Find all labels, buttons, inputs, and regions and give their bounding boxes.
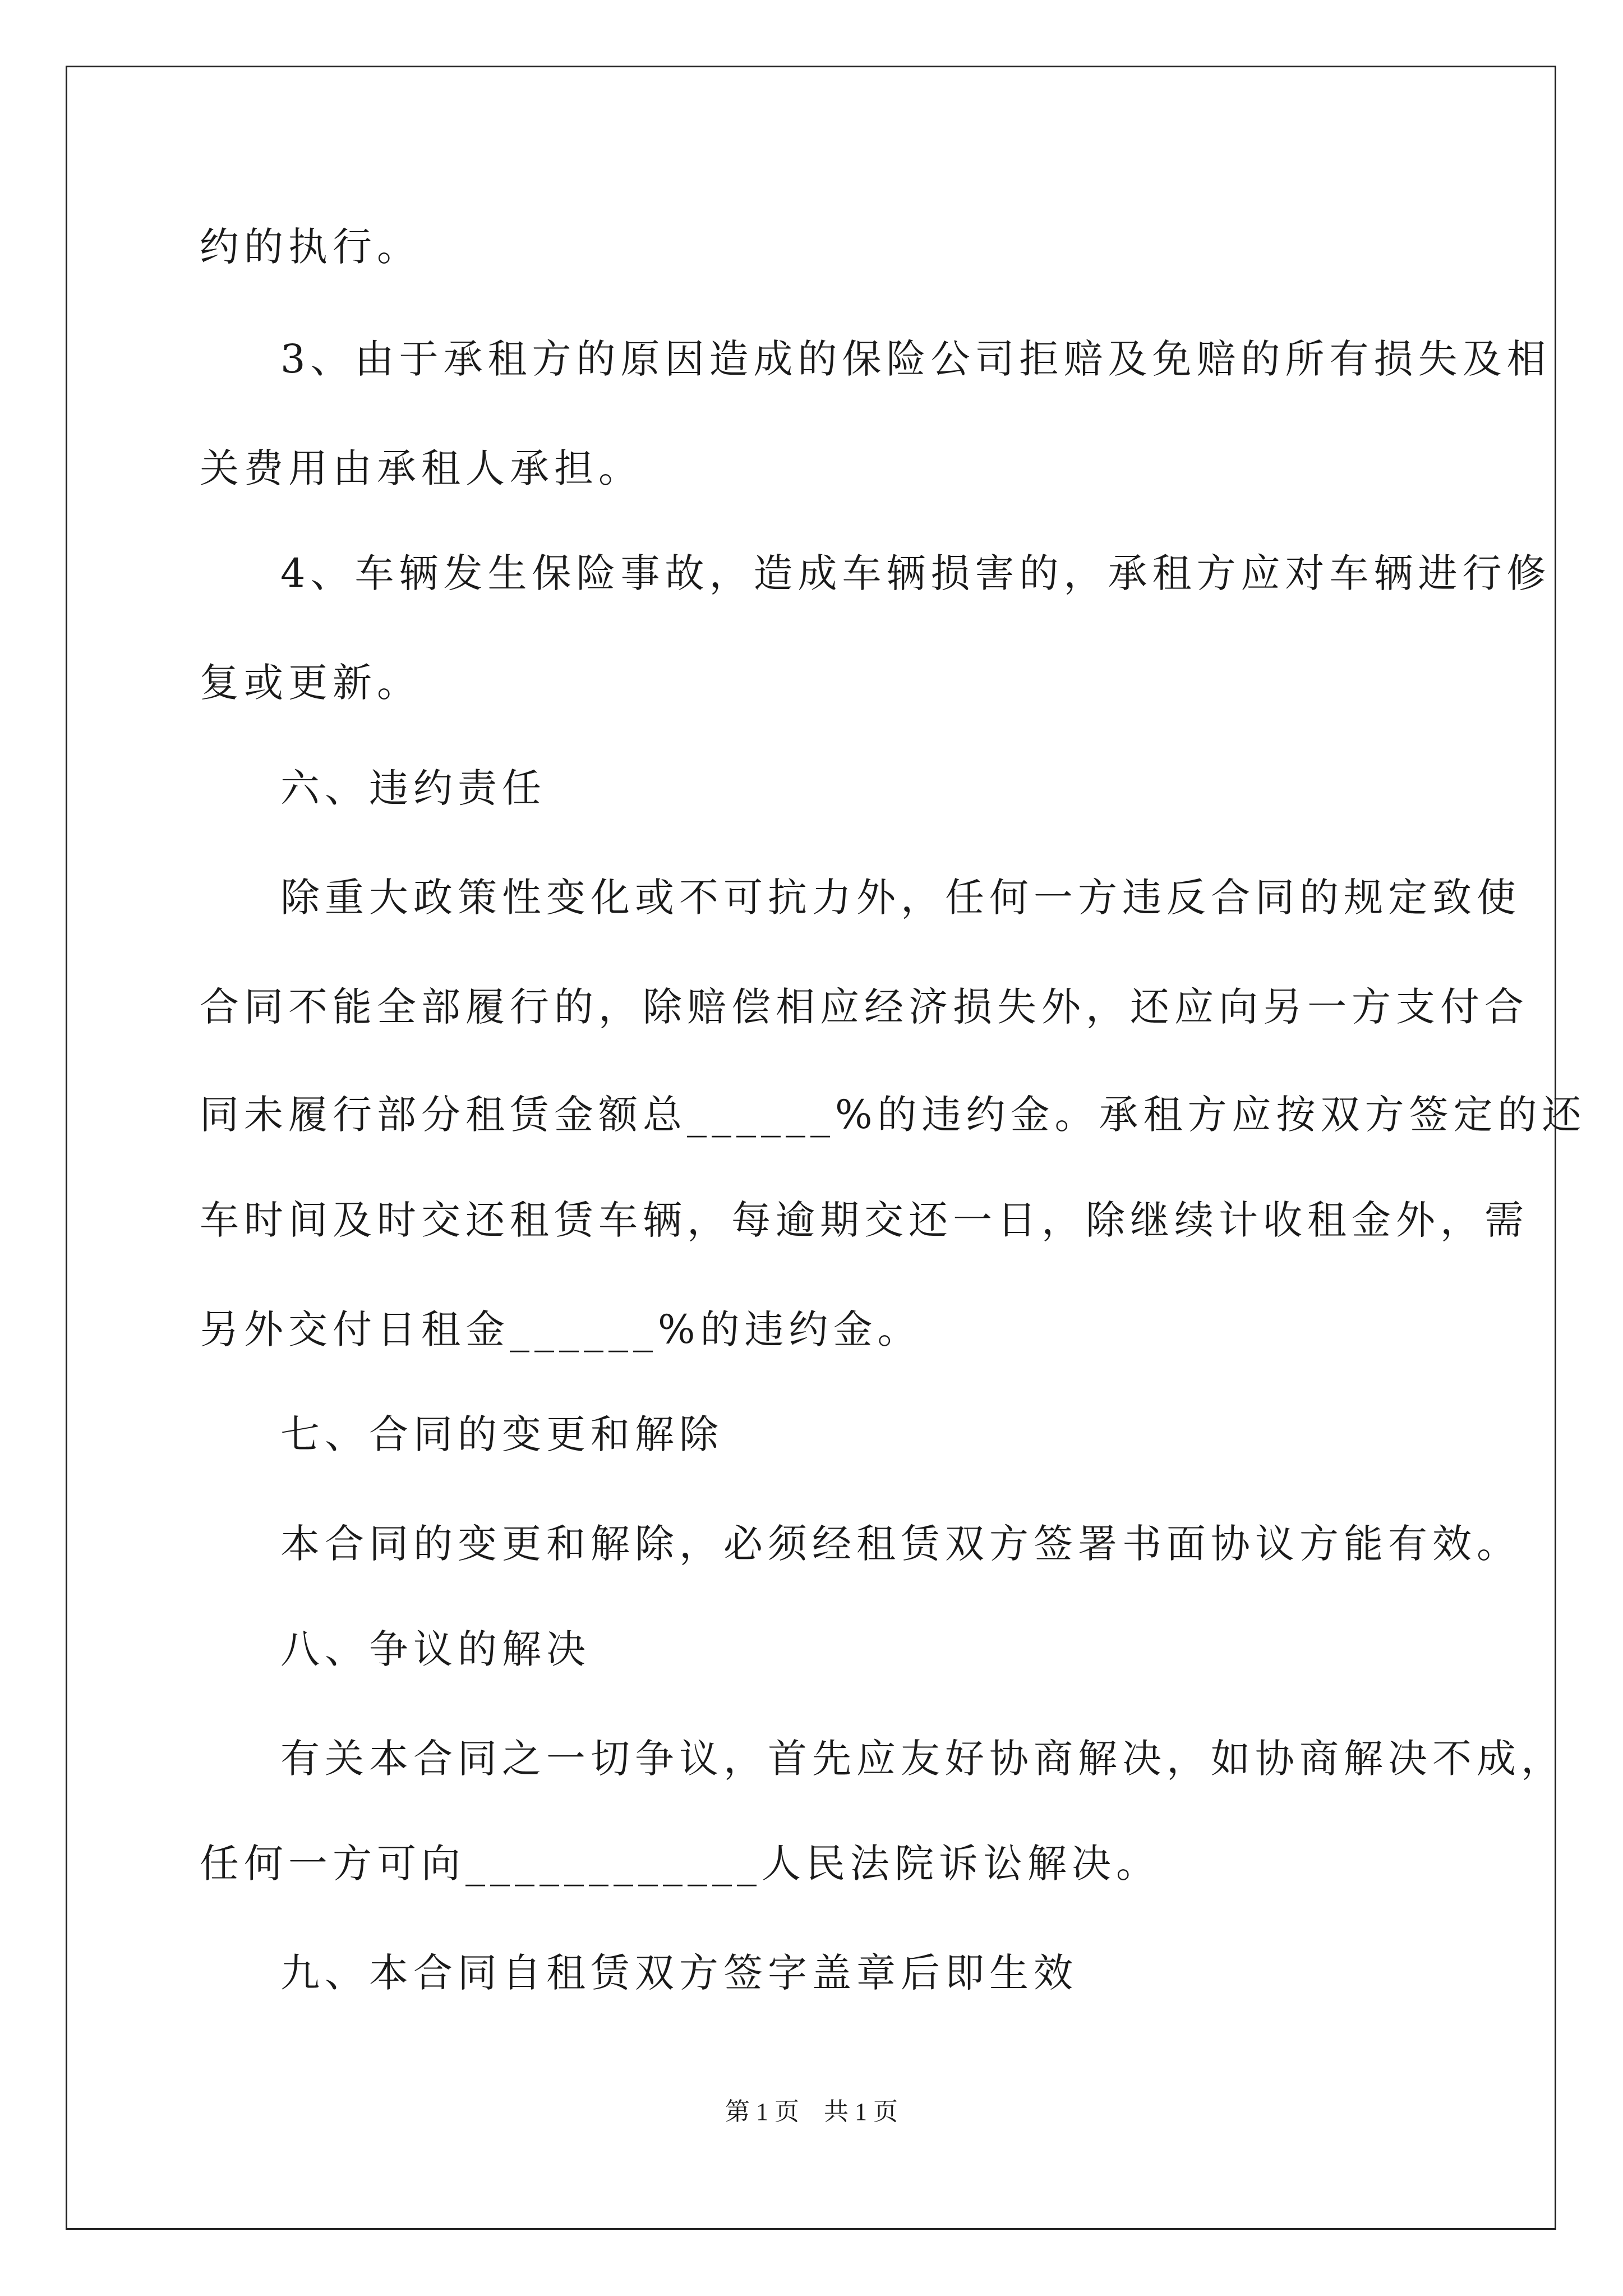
breach-line-4: 车时间及时交还租赁车辆，每逾期交还一日，除继续计收租金外，需 [200, 1197, 1529, 1243]
breach-line-5: 另外交付日租金______%的违约金。 [200, 1306, 922, 1352]
page-border [66, 66, 1556, 2230]
clause-4-line-1: 4、车辆发生保险事故，造成车辆损害的，承租方应对车辆进行修 [280, 550, 1551, 596]
section-heading-dispute: 八、争议的解决 [280, 1626, 591, 1672]
clause-3-line-1: 3、由于承租方的原因造成的保险公司拒赔及免赔的所有损失及相 [280, 336, 1551, 382]
text-line: 约的执行。 [200, 224, 421, 270]
section-heading-amendment: 七、合同的变更和解除 [280, 1411, 723, 1457]
page-number-footer: 第 1 页 共 1 页 [725, 2098, 898, 2125]
dispute-line-1: 有关本合同之一切争议，首先应友好协商解决，如协商解决不成， [280, 1736, 1565, 1782]
section-heading-breach: 六、违约责任 [280, 765, 546, 811]
breach-line-3: 同未履行部分租赁金额总______%的违约金。承租方应按双方签定的还 [200, 1092, 1587, 1138]
clause-4-line-2: 复或更新。 [200, 660, 421, 706]
amendment-line-1: 本合同的变更和解除，必须经租赁双方签署书面协议方能有效。 [280, 1521, 1521, 1567]
breach-line-2: 合同不能全部履行的，除赔偿相应经济损失外，还应向另一方支付合 [200, 984, 1529, 1030]
section-heading-effective: 九、本合同自租赁双方签字盖章后即生效 [280, 1950, 1078, 1996]
breach-line-1: 除重大政策性变化或不可抗力外，任何一方违反合同的规定致使 [280, 875, 1521, 921]
dispute-line-2: 任何一方可向____________人民法院诉讼解决。 [200, 1841, 1160, 1887]
clause-3-line-2: 关费用由承租人承担。 [200, 445, 643, 491]
